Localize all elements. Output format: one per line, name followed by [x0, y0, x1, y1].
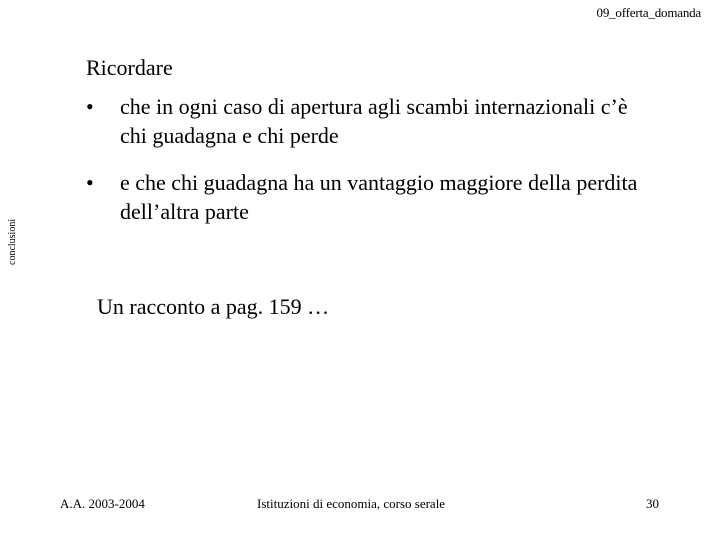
- slide-heading: Ricordare: [86, 55, 173, 80]
- footer-course: Istituzioni di economia, corso serale: [257, 496, 446, 511]
- bullet-text: che in ogni caso di apertura agli scambi internazionali c’è chi guadagna e chi perde: [120, 94, 628, 148]
- footer-year: A.A. 2003-2004: [60, 496, 145, 511]
- bullet-marker: •: [86, 94, 94, 119]
- section-label: conclusioni: [7, 218, 18, 265]
- bullet-item: [86, 93, 646, 150]
- page-number: 30: [646, 496, 659, 511]
- bullet-item: [86, 169, 646, 226]
- file-label: 09_offerta_domanda: [596, 5, 701, 20]
- story-reference: Un racconto a pag. 159 …: [97, 294, 330, 319]
- bullet-text: e che chi guadagna ha un vantaggio maggiore della perdita dell’altra parte: [120, 170, 638, 224]
- bullet-marker: •: [86, 170, 94, 195]
